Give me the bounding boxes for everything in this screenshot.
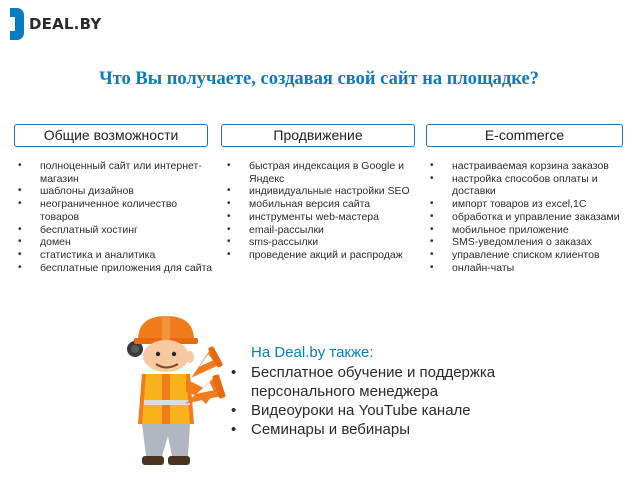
logo-text: DEAL.BY [29, 15, 102, 33]
list-item: • бесплатный хостинг [18, 224, 216, 237]
section-header-promotion: Продвижение [221, 124, 415, 147]
list-item: • бесплатные приложения для сайта [18, 262, 216, 275]
list-item: • настраиваемая корзина заказов [430, 160, 630, 173]
list-item: • мобильная версия сайта [227, 198, 417, 211]
list-item: • импорт товаров из excel,1C [430, 198, 630, 211]
list-item: • обработка и управление заказами [430, 211, 630, 224]
list-item: • статистика и аналитика [18, 249, 216, 262]
page-title: Что Вы получаете, создавая свой сайт на площадке? [99, 69, 539, 89]
ecommerce-features-list [430, 160, 630, 274]
section-header-general: Общие возможности [14, 124, 208, 147]
list-item: • Видеоуроки на YouTube канале [231, 401, 561, 420]
also-section [231, 343, 561, 439]
list-item: • Семинары и вебинары [231, 420, 561, 439]
list-item: • неограниченное количество товаров [18, 198, 216, 223]
list-item: • онлайн-чаты [430, 262, 630, 275]
list-item: • быстрая индексация в Google и Яндекс [227, 160, 417, 185]
logo[interactable] [10, 8, 101, 40]
list-item: • настройка способов оплаты и доставки [430, 173, 630, 198]
also-title: На Deal.by также: [251, 344, 374, 361]
list-item: • шаблоны дизайнов [18, 185, 216, 198]
list-item: • полноценный сайт или интернет-магазин [18, 160, 216, 185]
list-item: • управление списком клиентов [430, 249, 630, 262]
list-item: • Бесплатное обучение и поддержка персонального менеджера [231, 363, 561, 401]
list-item: • инструменты web-мастера [227, 211, 417, 224]
list-item: • SMS-уведомления о заказах [430, 236, 630, 249]
list-item: • проведение акций и распродаж [227, 249, 417, 262]
list-item: • мобильное приложение [430, 224, 630, 237]
list-item: • индивидуальные настройки SEO [227, 185, 417, 198]
promotion-features-list [227, 160, 417, 262]
logo-mark-icon [10, 8, 24, 40]
list-item: • sms-рассылки [227, 236, 417, 249]
list-item: • домен [18, 236, 216, 249]
list-item: • email-рассылки [227, 224, 417, 237]
also-list [231, 363, 561, 439]
general-features-list [18, 160, 216, 274]
section-header-ecommerce: E-commerce [426, 124, 623, 147]
